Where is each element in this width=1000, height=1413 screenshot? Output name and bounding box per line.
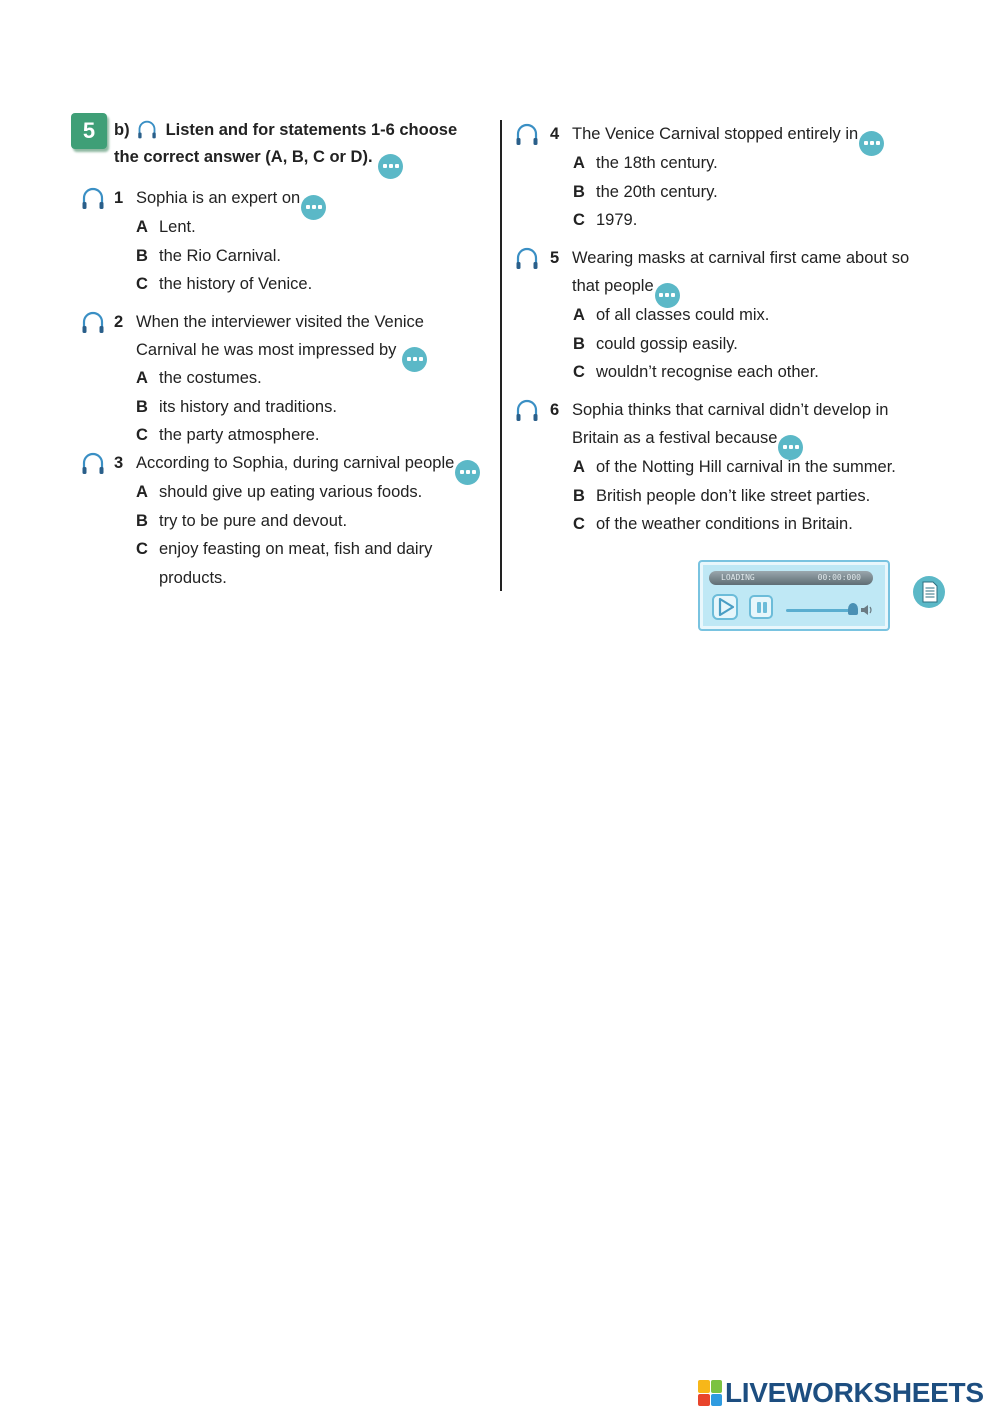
option-letter: C bbox=[573, 211, 585, 229]
question-1-options bbox=[136, 213, 496, 299]
option-row bbox=[573, 178, 933, 207]
option-text: the 20th century. bbox=[596, 182, 718, 201]
option-letter: C bbox=[136, 540, 148, 558]
option-text: British people don’t like street parties. bbox=[596, 486, 871, 505]
option-row bbox=[573, 358, 933, 387]
question-stem: According to Sophia, during carnival people bbox=[136, 454, 455, 472]
option-text: of all classes could mix. bbox=[596, 306, 770, 324]
logo-text: LIVEWORKSHEETS bbox=[725, 1377, 984, 1408]
option-letter: A bbox=[136, 218, 148, 236]
exercise-part-label: b) bbox=[114, 121, 130, 139]
question-4-options bbox=[573, 149, 933, 235]
question-6-options bbox=[573, 453, 953, 539]
question-number: 1 bbox=[114, 189, 124, 207]
headphones-icon[interactable] bbox=[80, 452, 106, 476]
option-text: Lent. bbox=[159, 218, 196, 236]
question-stem: Sophia is an expert on bbox=[136, 189, 301, 207]
option-row bbox=[136, 421, 496, 450]
option-text: should give up eating various foods. bbox=[159, 483, 423, 501]
speaker-icon bbox=[860, 604, 874, 616]
exercise-instruction bbox=[114, 117, 474, 179]
headphones-icon[interactable] bbox=[80, 311, 106, 335]
play-button[interactable] bbox=[712, 594, 738, 620]
question-stem: The Venice Carnival stopped entirely in bbox=[572, 125, 859, 143]
option-letter: A bbox=[136, 369, 148, 387]
headphones-icon[interactable] bbox=[514, 399, 540, 423]
option-row bbox=[573, 206, 933, 235]
option-text: of the Notting Hill carnival in the summer. bbox=[596, 458, 896, 476]
option-text: of the weather conditions in Britain. bbox=[596, 515, 853, 533]
option-row bbox=[136, 535, 466, 592]
audio-progress-bar[interactable] bbox=[709, 571, 873, 585]
option-row bbox=[136, 242, 496, 271]
question-5 bbox=[550, 244, 934, 308]
option-letter: A bbox=[573, 154, 585, 172]
option-letter: C bbox=[573, 363, 585, 381]
headphones-icon bbox=[136, 120, 158, 140]
question-6 bbox=[550, 396, 926, 460]
headphones-icon[interactable] bbox=[514, 123, 540, 147]
option-letter: B bbox=[573, 486, 585, 505]
option-text: could gossip easily. bbox=[596, 334, 738, 353]
option-text: its history and traditions. bbox=[159, 397, 337, 416]
document-icon[interactable] bbox=[912, 574, 946, 610]
option-row bbox=[573, 330, 933, 359]
option-text: the 18th century. bbox=[596, 154, 718, 172]
question-stem: Wearing masks at carnival first came about so that people bbox=[572, 249, 910, 295]
exercise-number-badge: 5 bbox=[71, 113, 107, 149]
option-text: enjoy feasting on meat, fish and dairy products. bbox=[159, 540, 433, 587]
option-text: the Rio Carnival. bbox=[159, 246, 281, 265]
option-letter: C bbox=[573, 515, 585, 533]
option-letter: A bbox=[136, 483, 148, 501]
option-row bbox=[136, 364, 496, 393]
option-letter: B bbox=[573, 334, 585, 353]
question-stem: When the interviewer visited the Venice Carnival he was most impressed by bbox=[136, 313, 424, 359]
option-text: the history of Venice. bbox=[159, 275, 313, 293]
option-letter: B bbox=[136, 511, 148, 530]
question-number: 5 bbox=[550, 249, 560, 267]
headphones-icon[interactable] bbox=[514, 247, 540, 271]
option-letter: B bbox=[573, 182, 585, 201]
option-row bbox=[573, 301, 933, 330]
option-letter: A bbox=[573, 458, 585, 476]
question-number: 4 bbox=[550, 125, 560, 143]
option-row bbox=[573, 510, 953, 539]
question-number: 3 bbox=[114, 454, 124, 472]
option-row bbox=[136, 507, 466, 536]
answer-gap-button[interactable] bbox=[378, 154, 403, 179]
option-row bbox=[136, 393, 496, 422]
audio-status: LOADING bbox=[721, 573, 755, 582]
question-number: 2 bbox=[114, 313, 124, 331]
option-text: 1979. bbox=[596, 211, 638, 229]
option-row bbox=[136, 213, 496, 242]
option-letter: C bbox=[136, 426, 148, 444]
logo-mark-icon bbox=[698, 1380, 722, 1406]
volume-slider[interactable] bbox=[786, 609, 852, 612]
option-row bbox=[136, 270, 496, 299]
option-text: try to be pure and devout. bbox=[159, 511, 348, 530]
headphones-icon[interactable] bbox=[80, 187, 106, 211]
question-5-options bbox=[573, 301, 933, 387]
option-letter: A bbox=[573, 306, 585, 324]
option-row bbox=[573, 149, 933, 178]
option-text: wouldn’t recognise each other. bbox=[596, 363, 819, 381]
audio-time: 00:00:000 bbox=[817, 573, 861, 582]
option-letter: B bbox=[136, 397, 148, 416]
audio-player bbox=[698, 560, 890, 631]
option-row bbox=[573, 453, 953, 482]
column-divider bbox=[500, 120, 502, 591]
volume-slider-knob[interactable] bbox=[848, 603, 858, 615]
option-text: the costumes. bbox=[159, 369, 262, 387]
question-number: 6 bbox=[550, 401, 560, 419]
pause-button[interactable] bbox=[749, 595, 773, 619]
option-row bbox=[136, 478, 466, 507]
question-2-options bbox=[136, 364, 496, 450]
question-stem: Sophia thinks that carnival didn’t develop in Britain as a festival because bbox=[572, 401, 889, 447]
question-3-options bbox=[136, 478, 466, 592]
option-letter: B bbox=[136, 246, 148, 265]
option-text: the party atmosphere. bbox=[159, 426, 320, 444]
option-letter: C bbox=[136, 275, 148, 293]
option-row bbox=[573, 482, 953, 511]
question-2 bbox=[114, 308, 454, 372]
liveworksheets-logo[interactable] bbox=[698, 1376, 984, 1410]
instruction-text: Listen and for statements 1-6 choose the correct answer (A, B, C or D). bbox=[114, 121, 458, 166]
